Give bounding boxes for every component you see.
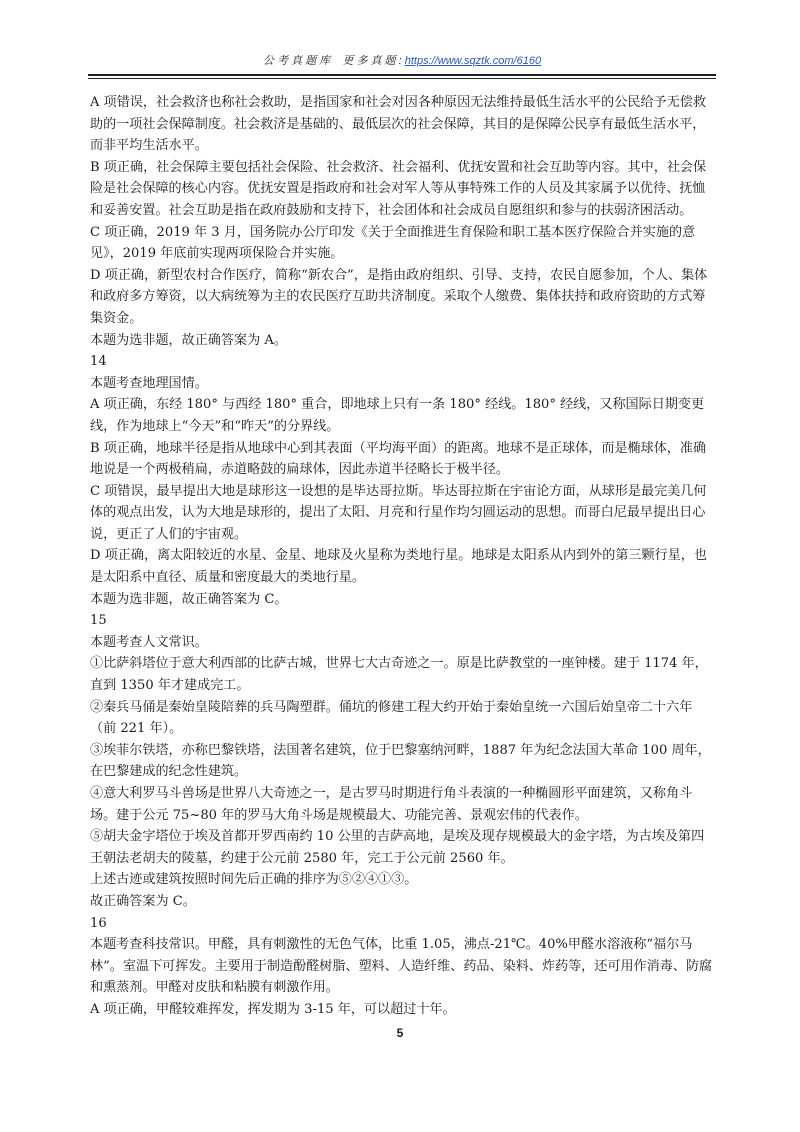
source-link[interactable]: https://www.sqztk.com/6160 xyxy=(404,55,542,67)
page-number: 5 xyxy=(396,1026,404,1040)
paragraph: 上述古迹或建筑按照时间先后正确的排序为⑤②④①③。 xyxy=(90,872,418,888)
paragraph: A 项正确，甲醛较难挥发，挥发期为 3-15 年，可以超过十年。 xyxy=(90,1001,456,1017)
paragraph: ①比萨斜塔位于意大利西部的比萨古城，世界七大古奇迹之一。原是比萨教堂的一座钟楼。建于 1174 年，直到 1350 年才建成完工。 xyxy=(90,656,708,694)
paragraph: ③埃菲尔铁塔，亦称巴黎铁塔，法国著名建筑，位于巴黎塞纳河畔，1887 年为纪念法国大革命 100 周年，在巴黎建成的纪念性建筑。 xyxy=(90,742,711,780)
paragraph: B 项正确，地球半径是指从地球中心到其表面（平均海平面）的距离。地球不是正球体，而是椭球体，准确地说是一个两极稍扁，赤道略鼓的扁球体，因此赤道半径略长于极半径。 xyxy=(90,440,707,478)
paragraph: B 项正确，社会保障主要包括社会保险、社会救济、社会福利、优抚安置和社会互助等内容。其中，社会保险是社会保障的核心内容。优抚安置是指政府和社会对军人等从事特殊工作的人员及其家属予以优待、抚恤和妥善安置。社会互助是指在政府鼓励和支持下，社会团体和社会成员自愿组织和参与的扶弱济困活动。 xyxy=(90,159,707,218)
paragraph: ⑤胡夫金字塔位于埃及首都开罗西南约 10 公里的吉萨高地，是埃及现存规模最大的金字塔，为古埃及第四王朝法老胡夫的陵墓，约建于公元前 2580 年，完工于公元前 2560 年。 xyxy=(90,829,705,866)
site-label: 公 考 真 题 库 xyxy=(262,55,331,67)
question-number: 15 xyxy=(90,613,107,629)
page-header xyxy=(88,52,716,74)
paragraph: 本题考查科技常识。甲醛，具有刺激性的无色气体，比重 1.05，沸点-21℃。40%甲醛水溶液称“福尔马林”。室温下可挥发。主要用于制造酚醛树脂、塑料、人造纤维、药品、染料、炸药等，还可用作消毒、防腐和熏蒸剂。甲醛对皮肤和粘膜有刺激作用。 xyxy=(90,937,713,996)
paragraph: C 项错误，最早提出大地是球形这一设想的是毕达哥拉斯。毕达哥拉斯在宇宙论方面，从球形是最完美几何体的观点出发，认为大地是球形的，提出了太阳、月亮和行星作均匀圆运动的思想。而哥白尼最早提出日心说，更正了人们的宇宙观。 xyxy=(90,483,707,542)
question-number: 14 xyxy=(90,354,107,370)
paragraph: 本题考查人文常识。 xyxy=(90,634,208,650)
paragraph: D 项正确，离太阳较近的水星、金星、地球及火星称为类地行星。地球是太阳系从内到外的第三颗行星，也是太阳系中直径、质量和密度最大的类地行星。 xyxy=(90,548,707,586)
paragraph: ④意大利罗马斗兽场是世界八大奇迹之一，是古罗马时期进行角斗表演的一种椭圆形平面建筑，又称角斗场。建于公元 75~80 年的罗马大角斗场是规模最大、功能完善、景观宏伟的代表作。 xyxy=(90,786,693,823)
more-label: 更 多 真 题 : xyxy=(342,55,402,67)
paragraph: ②秦兵马俑是秦始皇陵陪葬的兵马陶塑群。俑坑的修建工程大约开始于秦始皇统一六国后始皇帝二十六年（前 221 年）。 xyxy=(90,699,693,737)
paragraph: A 项正确，东经 180° 与西经 180° 重合，即地球上只有一条 180° 经线。180° 经线，又称国际日期变更线，作为地球上“今天”和“昨天”的分界线。 xyxy=(90,397,705,434)
document-body xyxy=(90,92,714,1021)
paragraph: 本题为选非题，故正确答案为 C。 xyxy=(90,591,288,607)
paragraph: 故正确答案为 C。 xyxy=(90,893,196,909)
paragraph: A 项错误，社会救济也称社会救助，是指国家和社会对因各种原因无法维持最低生活水平的公民给予无偿救助的一项社会保障制度。社会救济是基础的、最低层次的社会保障，其目的是保障公民享有最低生活水平，而非平均生活水平。 xyxy=(90,95,706,154)
paragraph: 本题为选非题，故正确答案为 A。 xyxy=(90,332,287,348)
question-number: 16 xyxy=(90,915,107,931)
paragraph: 本题考查地理国情。 xyxy=(90,375,208,391)
header-rule xyxy=(88,74,716,79)
paragraph: D 项正确，新型农村合作医疗，简称“新农合”，是指由政府组织、引导、支持，农民自愿参加，个人、集体和政府多方筹资，以大病统筹为主的农民医疗互助共济制度。采取个人缴费、集体扶持和政府资助的方式筹集资金。 xyxy=(90,267,708,326)
paragraph: C 项正确，2019 年 3 月，国务院办公厅印发《关于全面推进生育保险和职工基本医疗保险合并实施的意见》，2019 年底前实现两项保险合并实施。 xyxy=(90,224,696,262)
